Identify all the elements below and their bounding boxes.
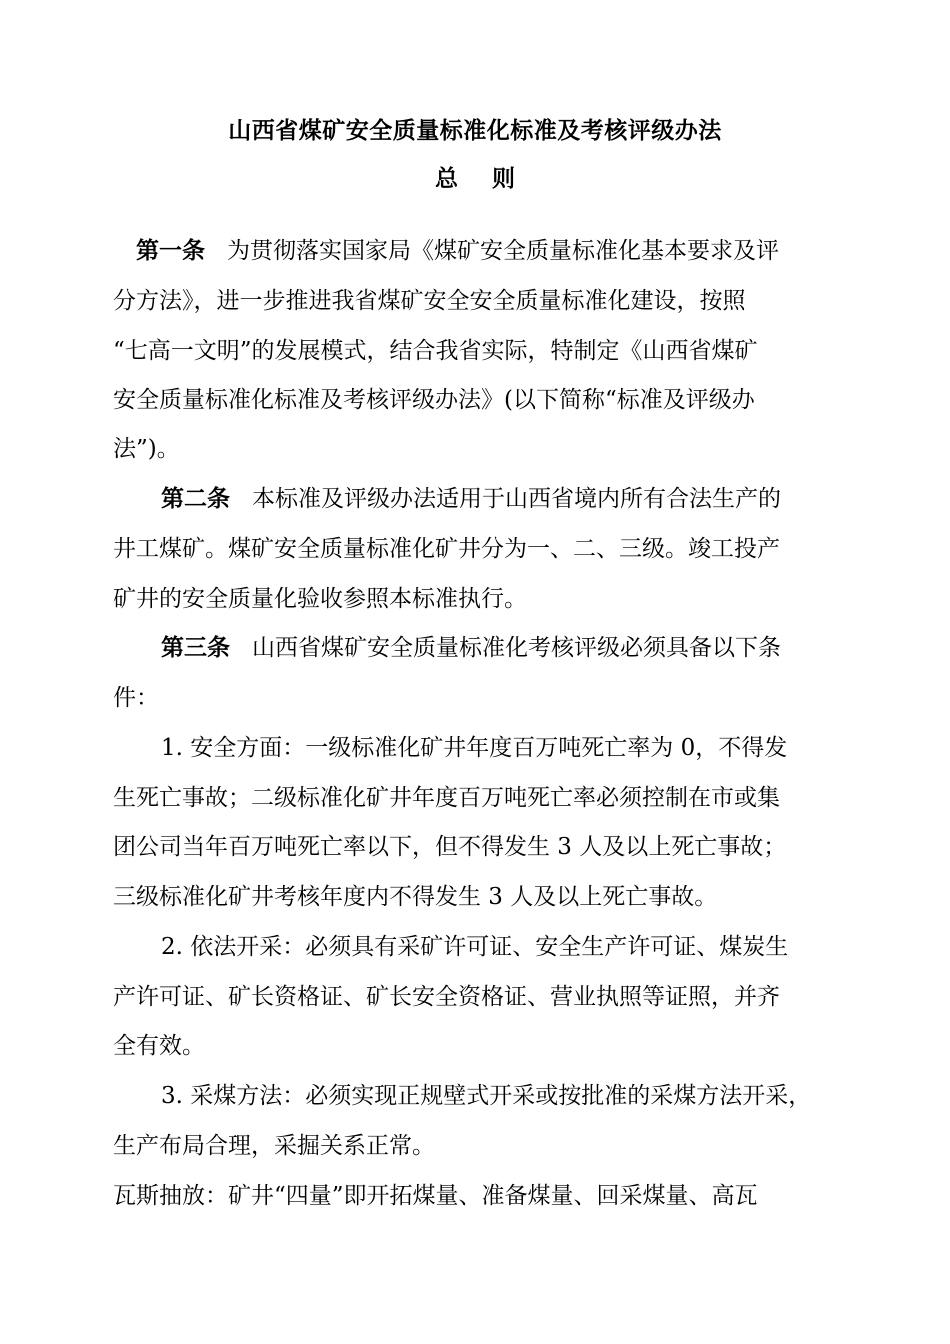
item-3-text: 3. 采煤方法：必须实现正规壁式开采或按批准的采煤方法开采， — [161, 1083, 812, 1109]
item-3-text: 生产布局合理，采掘关系正常。 — [113, 1133, 435, 1159]
article-1-label: 第一条 — [136, 238, 205, 264]
article-2-first-line — [161, 484, 781, 514]
article-2-text: 井工煤矿。煤矿安全质量标准化矿井分为一、二、三级。竣工投产 — [113, 536, 780, 562]
item-2-text: 产许可证、矿长资格证、矿长安全资格证、营业执照等证照，并齐 — [113, 984, 780, 1010]
article-1-text: 为贯彻落实国家局《煤矿安全质量标准化基本要求及评 — [227, 238, 779, 264]
document-title: 山西省煤矿安全质量标准化标准及考核评级办法 — [228, 118, 722, 144]
article-3-label: 第三条 — [161, 635, 230, 661]
item-1-text: 生死亡事故；二级标准化矿井年度百万吨死亡率必须控制在市或集 — [113, 785, 780, 811]
item-2-text: 全有效。 — [113, 1033, 205, 1059]
item-2-text: 2. 依法开采：必须具有采矿许可证、安全生产许可证、煤炭生 — [161, 934, 789, 960]
article-1-text: “七高一文明”的发展模式，结合我省实际，特制定《山西省煤矿 — [113, 338, 758, 364]
article-2-text: 矿井的安全质量化验收参照本标准执行。 — [113, 586, 527, 612]
article-3-text: 山西省煤矿安全质量标准化考核评级必须具备以下条 — [252, 635, 781, 661]
article-2-label: 第二条 — [161, 486, 230, 512]
article-1-text: 安全质量标准化标准及考核评级办法》(以下简称“标准及评级办 — [113, 387, 755, 413]
article-3-first-line — [161, 633, 781, 663]
article-2-text: 本标准及评级办法适用于山西省境内所有合法生产的 — [252, 486, 781, 512]
article-3-text: 件： — [113, 685, 159, 711]
item-4-text: 瓦斯抽放：矿井“四量”即开拓煤量、准备煤量、回采煤量、高瓦 — [113, 1183, 758, 1209]
section-heading: 总则 — [435, 166, 549, 192]
article-1-text: 法”)。 — [113, 436, 180, 462]
article-1-first-line — [136, 236, 779, 266]
item-1-text: 三级标准化矿井考核年度内不得发生 3 人及以上死亡事故。 — [113, 884, 718, 910]
item-1-text: 1. 安全方面：一级标准化矿井年度百万吨死亡率为 0，不得发 — [161, 735, 788, 761]
article-1-text: 分方法》，进一步推进我省煤矿安全安全质量标准化建设，按照 — [113, 288, 746, 314]
item-1-text: 团公司当年百万吨死亡率以下，但不得发生 3 人及以上死亡事故； — [113, 834, 787, 860]
